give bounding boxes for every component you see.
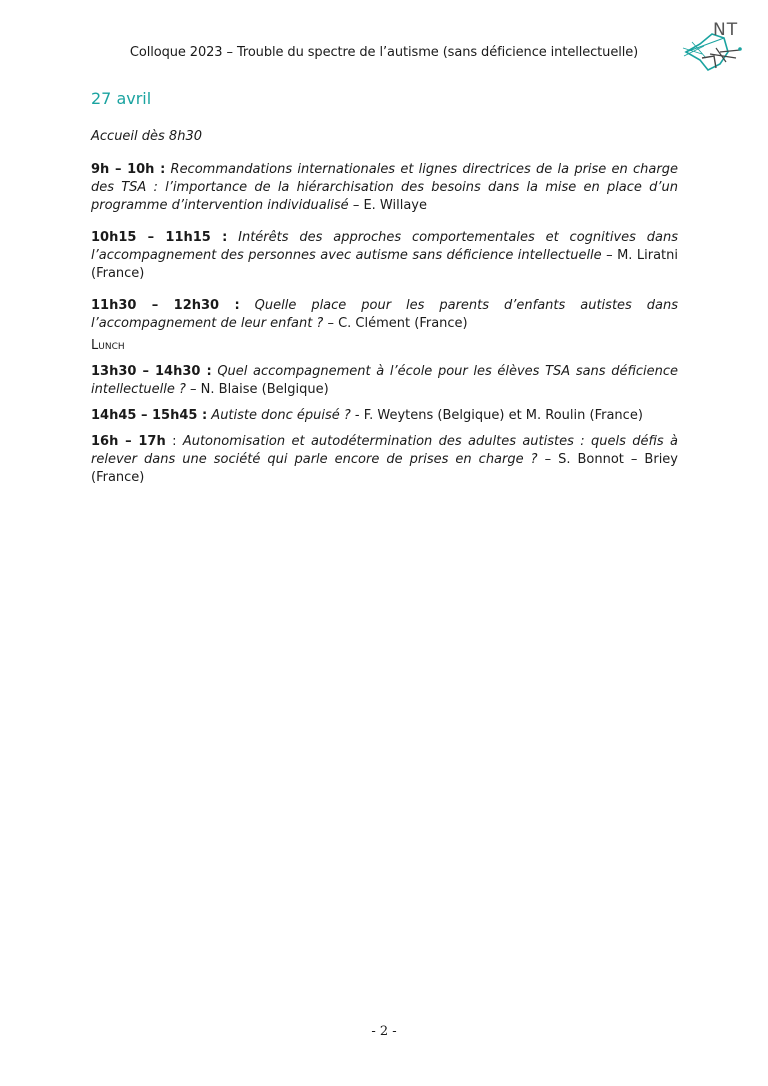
- header-title: Colloque 2023 – Trouble du spectre de l’autisme (sans déficience intellectuelle): [129, 45, 639, 60]
- session-topic: Quel accompagnement à l’école pour les élèves TSA sans déficience intellectuelle ?: [91, 364, 678, 397]
- session-speaker: – M. Liratni (France): [91, 248, 678, 281]
- logo-text: NT: [713, 20, 739, 40]
- page-number: - 2 -: [371, 1024, 397, 1039]
- session-time: 11h30 – 12h30 :: [91, 298, 240, 313]
- session-entry: [91, 363, 678, 399]
- welcome-text: Accueil dès 8h30: [91, 129, 202, 144]
- session-time: 13h30 – 14h30 :: [91, 364, 212, 379]
- session-time: 16h – 17h: [91, 434, 166, 449]
- session-entry: 16h – 17h : Autonomisation et autodétermination des adultes autistes : quels défis à relever dans une société qui parle encore de prises en charge ? – S. Bonnot – Briey (France): [91, 434, 678, 485]
- session-topic: Intérêts des approches comportementales et cognitives dans l’accompagnement des personnes avec autisme sans déficience intellectuelle: [91, 230, 678, 263]
- session-speaker: – C. Clément (France): [323, 316, 468, 331]
- session-time: 9h – 10h :: [91, 162, 166, 177]
- program-content: [91, 90, 678, 501]
- lunch-label: Lunch: [91, 338, 125, 353]
- session-entry: [91, 161, 678, 215]
- session-topic: Autonomisation et autodétermination des adultes autistes : quels défis à relever dans une société qui parle encore de prises en charge ?: [91, 434, 678, 467]
- session-entry: [91, 229, 678, 283]
- session-speaker: – N. Blaise (Belgique): [185, 382, 329, 397]
- session-topic: Autiste donc épuisé ?: [211, 408, 351, 423]
- session-topic: Quelle place pour les parents d’enfants autistes dans l’accompagnement de leur enfant ?: [91, 298, 679, 331]
- session-entry: [91, 297, 678, 333]
- session-entry: [91, 407, 678, 425]
- session-topic: Recommandations internationales et lignes directrices de la prise en charge des TSA : l’importance de la hiérarchisation des besoins dans la mise en place d’un programme d’intervention individualisé: [91, 162, 678, 213]
- session-speaker: – S. Bonnot – Briey (France): [91, 452, 678, 485]
- session-speaker: – E. Willaye: [348, 198, 427, 213]
- date-heading: 27 avril: [91, 89, 152, 108]
- session-time: 10h15 – 11h15 :: [91, 230, 228, 245]
- session-speaker: - F. Weytens (Belgique) et M. Roulin (France): [350, 408, 643, 423]
- session-time: 14h45 – 15h45 :: [91, 408, 208, 423]
